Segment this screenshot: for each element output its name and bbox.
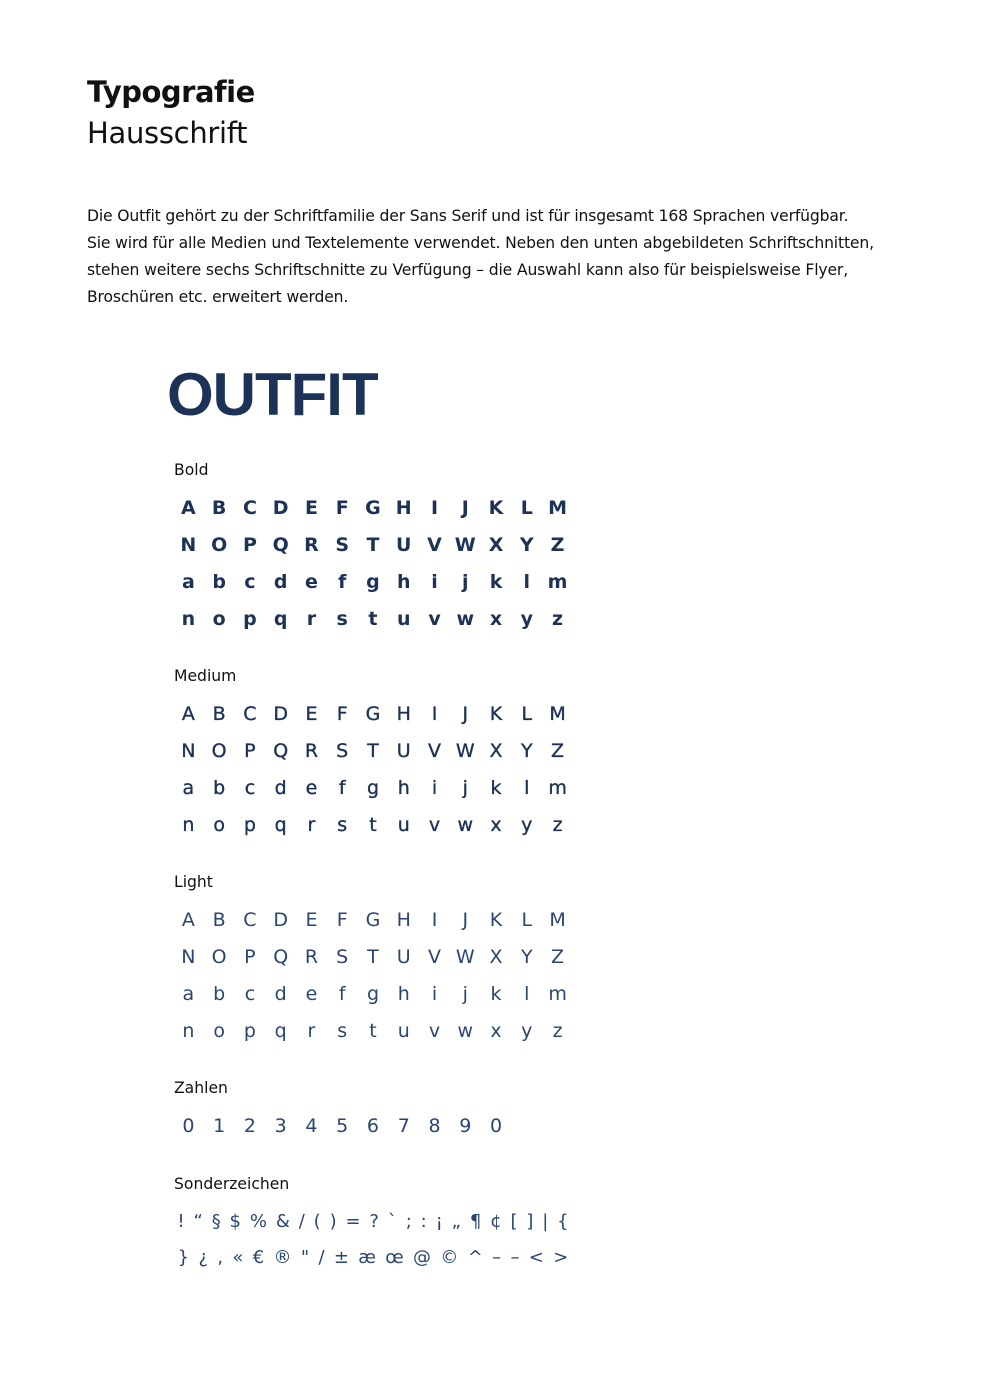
glyph: ® [273,1246,292,1268]
intro-line: Die Outfit gehört zu der Schriftfamilie der Sans Serif und ist für insgesamt 168 Sprachen verfügbar. [87,207,849,225]
glyph: 0 [182,1114,195,1137]
glyph: > [553,1246,569,1268]
glyph: S [335,533,350,556]
glyph: æ [358,1246,376,1268]
glyph: O [211,739,227,762]
glyph: h [397,776,410,799]
glyph: A [181,702,195,725]
glyph-row [173,1239,573,1275]
glyph: t [369,813,377,836]
glyph: P [244,739,256,762]
glyph: 4 [305,1114,318,1137]
glyph: b [213,982,226,1005]
glyph: m [547,570,568,593]
glyph: I [430,496,439,519]
glyph: z [552,607,564,630]
glyph: f [338,570,347,593]
glyph: G [365,908,381,931]
glyph: U [396,739,411,762]
glyph: W [455,945,475,968]
glyph: M [549,908,566,931]
glyph: R [304,945,319,968]
glyph: q [274,813,287,836]
glyph: O [211,533,228,556]
glyph: } [177,1246,190,1268]
glyph: h [397,982,410,1005]
glyph-row [173,806,573,843]
glyph: g [366,570,380,593]
glyph: o [212,607,226,630]
section-label: Sonderzeichen [174,1175,290,1193]
glyph: p [243,813,256,836]
glyph: d [274,776,287,799]
glyph: r [306,607,317,630]
glyph: Q [272,533,289,556]
glyph: w [456,607,475,630]
glyph: | [542,1210,549,1232]
glyph: y [521,1019,533,1042]
glyph: K [489,702,503,725]
glyph: A [181,908,195,931]
glyph: Y [521,739,533,762]
glyph: C [242,496,257,519]
glyph: ` [387,1210,397,1232]
glyph: a [182,982,195,1005]
glyph: t [369,1019,377,1042]
glyph: f [338,982,346,1005]
glyph: O [211,945,227,968]
font-name-heading: OUTFIT [167,361,378,428]
glyph: G [365,702,381,725]
glyph: / [318,1246,325,1268]
glyph: © [440,1246,459,1268]
glyph: ? [369,1210,379,1232]
glyph: 0 [489,1114,503,1137]
glyph: œ [385,1246,404,1268]
glyph-row [173,901,573,938]
glyph: p [243,607,257,630]
glyph: A [181,496,196,519]
glyph: b [213,776,226,799]
glyph-row [173,732,573,769]
glyph: v [428,607,441,630]
glyph: ! [177,1210,185,1232]
glyph: ^ [467,1246,483,1268]
glyph: Q [273,739,289,762]
glyph: c [244,570,256,593]
glyph: " [300,1246,310,1268]
page-title: Typografie [87,75,255,109]
glyph: M [549,702,566,725]
glyph: W [454,533,476,556]
glyph: a [181,570,195,593]
glyph: ¶ [469,1210,482,1232]
glyph: n [182,813,195,836]
glyph: y [521,813,533,836]
glyph: X [488,533,504,556]
glyph: § [211,1210,221,1232]
glyph: ) [329,1210,337,1232]
glyph: N [181,945,196,968]
glyph: X [489,945,503,968]
glyph: € [252,1246,265,1268]
glyph: i [431,982,438,1005]
glyph: j [462,776,468,799]
glyph: Z [551,945,565,968]
glyph-row [173,1203,573,1239]
glyph: “ [193,1210,203,1232]
glyph: P [242,533,257,556]
glyph: k [489,570,503,593]
section-label: Bold [174,461,209,479]
glyph: 1 [213,1114,226,1137]
glyph: F [336,702,348,725]
glyph: v [428,813,441,836]
glyph-row [173,526,573,563]
glyph: u [396,607,411,630]
glyph: ; [405,1210,412,1232]
glyph: H [395,496,412,519]
glyph: T [367,739,379,762]
glyph: p [243,1019,256,1042]
glyph: 6 [366,1114,380,1137]
glyph: S [336,945,349,968]
glyph: i [431,570,438,593]
section-bold [173,460,573,637]
glyph: Q [273,945,289,968]
section-numbers [173,1078,573,1144]
glyph: 5 [336,1114,349,1137]
glyph-row [173,1012,573,1049]
glyph-row [173,563,573,600]
glyph: x [489,607,503,630]
glyph: e [305,776,318,799]
glyph: R [304,739,319,762]
glyph: ± [333,1246,349,1268]
glyph: 3 [274,1114,287,1137]
glyph: b [212,570,226,593]
glyph: J [462,908,469,931]
glyph: ¡ [435,1210,443,1232]
glyph: ¿ [198,1246,208,1268]
glyph: c [244,982,256,1005]
glyph: l [524,776,530,799]
glyph: i [431,776,438,799]
glyph: R [304,533,319,556]
glyph: q [274,1019,287,1042]
glyph: k [490,776,502,799]
glyph: z [552,1019,563,1042]
glyph: n [181,607,196,630]
glyph: w [457,813,474,836]
glyph: N [180,533,197,556]
glyph-row [173,938,573,975]
glyph: g [366,982,379,1005]
page-subtitle: Hausschrift [87,116,248,150]
glyph: D [273,702,288,725]
glyph: I [431,702,438,725]
glyph: s [337,813,348,836]
glyph: V [427,533,442,556]
glyph: m [548,982,567,1005]
glyph: u [397,813,410,836]
glyph: 7 [397,1114,410,1137]
glyph: 8 [428,1114,441,1137]
glyph: Z [551,739,565,762]
glyph: u [397,1019,410,1042]
glyph: & [275,1210,290,1232]
glyph: B [211,496,227,519]
glyph: F [336,908,348,931]
glyph: D [272,496,289,519]
glyph: = [345,1210,361,1232]
glyph: H [396,908,411,931]
glyph: E [305,908,318,931]
glyph: K [489,908,503,931]
glyph: o [213,1019,225,1042]
glyph: j [462,982,468,1005]
glyph-row [173,489,573,526]
glyph-row [173,1107,573,1144]
glyph: E [305,702,318,725]
intro-line: stehen weitere sechs Schriftschnitte zu Verfügung – die Auswahl kann also für beispielsweise Flyer, [87,261,848,279]
glyph: / [298,1210,305,1232]
glyph: l [524,982,530,1005]
glyph: l [523,570,531,593]
glyph: G [365,496,381,519]
glyph: L [521,908,533,931]
glyph: Y [521,945,533,968]
glyph: T [367,945,379,968]
glyph: C [243,702,257,725]
glyph: C [243,908,257,931]
glyph: h [396,570,411,593]
glyph: U [396,533,412,556]
glyph: e [305,982,318,1005]
glyph: q [273,607,288,630]
glyph: – [492,1246,502,1268]
glyph: w [457,1019,474,1042]
glyph: F [335,496,349,519]
section-medium [173,666,573,843]
glyph: [ [510,1210,518,1232]
glyph: K [488,496,504,519]
glyph: , [217,1246,224,1268]
glyph: P [244,945,256,968]
glyph: L [520,496,533,519]
glyph: D [273,908,288,931]
glyph: y [520,607,533,630]
glyph: V [428,739,441,762]
glyph: r [307,1019,316,1042]
glyph: < [528,1246,544,1268]
glyph: W [455,739,475,762]
section-light [173,872,573,1049]
glyph: 9 [459,1114,472,1137]
glyph: t [368,607,378,630]
glyph: Y [519,533,534,556]
glyph: m [548,776,567,799]
glyph: H [396,702,411,725]
glyph-row [173,769,573,806]
intro-line: Broschüren etc. erweitert werden. [87,288,349,306]
glyph: j [462,570,469,593]
glyph: I [431,908,438,931]
glyph: s [336,607,348,630]
glyph: N [181,739,196,762]
glyph: c [244,776,256,799]
glyph: J [461,496,469,519]
glyph: k [490,982,502,1005]
glyph: n [182,1019,195,1042]
glyph: e [305,570,318,593]
intro-line: Sie wird für alle Medien und Textelemente verwendet. Neben den unten abgebildeten Schriftschnitten, [87,234,874,252]
glyph: J [462,702,469,725]
glyph: { [557,1210,569,1232]
glyph: L [521,702,533,725]
glyph: ¢ [490,1210,502,1232]
section-special-characters [173,1174,573,1275]
glyph: v [428,1019,441,1042]
glyph: z [552,813,563,836]
glyph: o [213,813,225,836]
glyph: r [307,813,316,836]
glyph: „ [451,1210,461,1232]
intro-paragraph [87,203,927,311]
glyph: X [489,739,503,762]
glyph: $ [229,1210,241,1232]
glyph: U [396,945,411,968]
glyph: f [338,776,346,799]
glyph: V [428,945,441,968]
glyph: g [366,776,379,799]
glyph: d [273,570,288,593]
glyph: ] [526,1210,534,1232]
section-label: Light [174,873,213,891]
glyph: % [249,1210,267,1232]
glyph: x [490,1019,502,1042]
glyph: a [182,776,195,799]
glyph: T [366,533,380,556]
glyph: M [548,496,568,519]
glyph: B [212,908,226,931]
glyph-row [173,975,573,1012]
glyph: s [337,1019,348,1042]
glyph: – [510,1246,520,1268]
glyph: d [274,982,287,1005]
glyph: B [212,702,226,725]
glyph: S [336,739,349,762]
glyph: @ [413,1246,432,1268]
section-label: Zahlen [174,1079,228,1097]
glyph: x [490,813,502,836]
glyph: « [232,1246,244,1268]
glyph-row [173,695,573,732]
section-label: Medium [174,667,237,685]
glyph: 2 [243,1114,256,1137]
glyph: E [304,496,318,519]
glyph: Z [550,533,565,556]
glyph: : [420,1210,427,1232]
glyph-row [173,600,573,637]
glyph: ( [313,1210,321,1232]
